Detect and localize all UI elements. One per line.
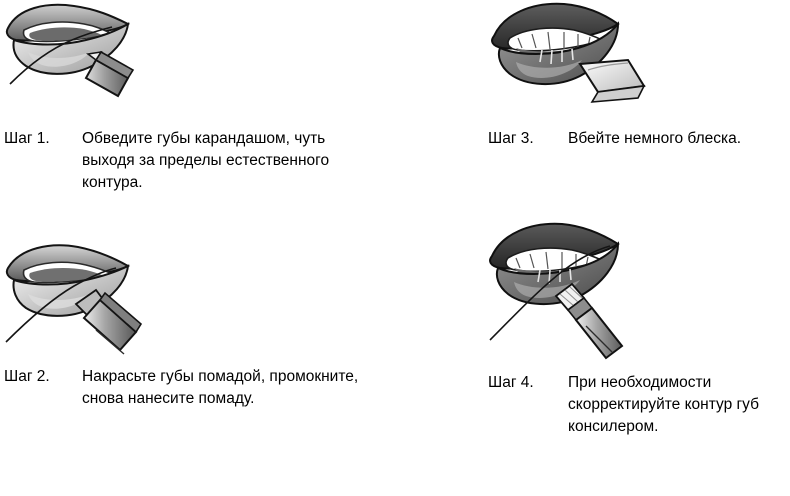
step-block-3 — [460, 0, 790, 150]
step-4-caption — [460, 372, 790, 438]
step-3-text: Вбейте немного блеска. — [568, 130, 742, 147]
step-3-illustration — [460, 0, 790, 128]
step-2-illustration — [0, 238, 380, 366]
lips-with-lipstick-icon — [0, 238, 200, 388]
step-1-label: Шаг 1. — [4, 130, 50, 147]
lips-with-lip-pencil-outline-icon — [0, 0, 200, 128]
step-block-4 — [460, 222, 790, 438]
step-2-text: Накрасьте губы помадой, промокните, снова нанесите помаду. — [82, 368, 359, 407]
step-block-2 — [0, 238, 380, 410]
step-3-label: Шаг 3. — [488, 130, 534, 147]
step-3-caption — [460, 128, 790, 150]
step-1-illustration — [0, 0, 380, 128]
step-2-label: Шаг 2. — [4, 368, 50, 385]
lips-with-concealer-brush-icon — [460, 222, 680, 372]
step-1-caption — [0, 128, 380, 194]
lips-with-gloss-applicator-icon — [460, 0, 680, 128]
step-4-label: Шаг 4. — [488, 374, 534, 391]
step-1-text: Обведите губы карандашом, чуть выходя за пределы естественного контура. — [82, 130, 330, 191]
step-4-text: При необходимости скорректируйте контур губ консилером. — [568, 374, 759, 435]
step-4-illustration — [460, 222, 790, 372]
step-block-1 — [0, 0, 380, 194]
